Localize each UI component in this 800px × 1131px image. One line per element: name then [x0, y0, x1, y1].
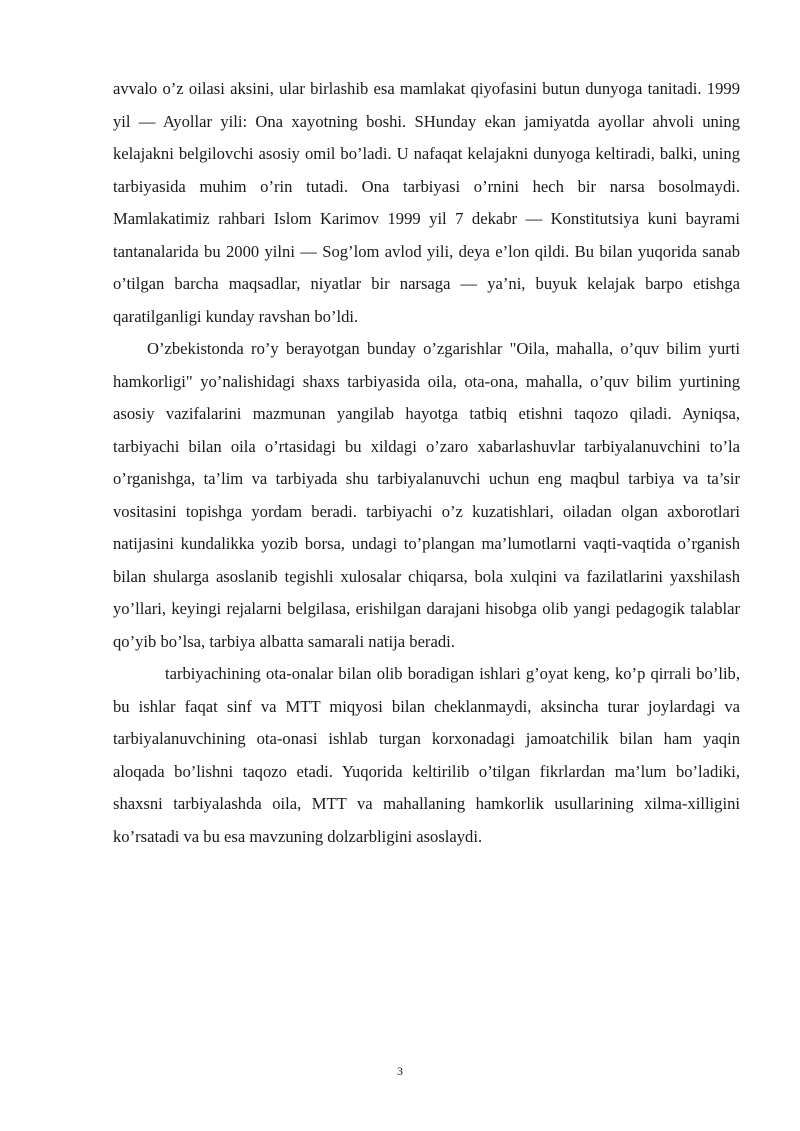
document-body: [113, 73, 740, 853]
paragraph-2: O’zbekistonda ro’y berayotgan bunday o’zgarishlar "Oila, mahalla, o’quv bilim yurti hamkorligi" yo’nalishidagi shaxs tarbiyasida oila, ota-ona, mahalla, o’quv bilim yurtining asosiy vazifalarini mazmunan yangilab hayotga tatbiq etishni taqozo qiladi. Ayniqsa, tarbiyachi bilan oila o’rtasidagi bu xildagi o’zaro xabarlashuvlar tarbiyalanuvchini to’la o’rganishga, ta’lim va tarbiyada shu tarbiyalanuvchi uchun eng maqbul tarbiya va ta’sir vositasini topishga yordam beradi. tarbiyachi o’z kuzatishlari, oiladan olgan axborotlari natijasini kundalikka yozib borsa, undagi to’plangan ma’lumotlarni vaqti-vaqtida o’rganish bilan shularga asoslanib tegishli xulosalar chiqarsa, bola xulqini va fazilatlarini yaxshilash yo’llari, keyingi rejalarni belgilasa, erishilgan darajani hisobga olib yangi pedagogik talablar qo’yib bo’lsa, tarbiya albatta samarali natija beradi.: [113, 339, 740, 651]
paragraph-3: tarbiyachining ota-onalar bilan olib boradigan ishlari g’oyat keng, ko’p qirrali bo’lib, bu ishlar faqat sinf va MTT miqyosi bilan cheklanmaydi, aksincha turar joylardagi va tarbiyalanuvchining ota-onasi ishlab turgan korxonadagi jamoatchilik bilan ham yaqin aloqada bo’lishni taqozo etadi. Yuqorida keltirilib o’tilgan fikrlardan ma’lum bo’ladiki, shaxsni tarbiyalashda oila, MTT va mahallaning hamkorlik usullarining xilma-xilligini ko’rsatadi va bu esa mavzuning dolzarbligini asoslaydi.: [113, 664, 740, 846]
page-number: 3: [397, 1064, 403, 1078]
paragraph-1: avvalo o’z oilasi aksini, ular birlashib esa mamlakat qiyofasini butun dunyoga tanitadi. 1999 yil — Ayollar yili: Ona xayotning boshi. SHunday ekan jamiyatda ayollar ahvoli uning kelajakni belgilovchi asosiy omil bo’ladi. U nafaqat kelajakni dunyoga keltiradi, balki, uning tarbiyasida muhim o’rin tutadi. Ona tarbiyasi o’rnini hech bir narsa bosolmaydi. Mamlakatimiz rahbari Islom Karimov 1999 yil 7 dekabr — Konstitutsiya kuni bayrami tantanalarida bu 2000 yilni — Sog’lom avlod yili, deya e’lon qildi. Bu bilan yuqorida sanab o’tilgan barcha maqsadlar, niyatlar bir narsaga — ya’ni, buyuk kelajak barpo etishga qaratilganligi kunday ravshan bo’ldi.: [113, 79, 740, 326]
